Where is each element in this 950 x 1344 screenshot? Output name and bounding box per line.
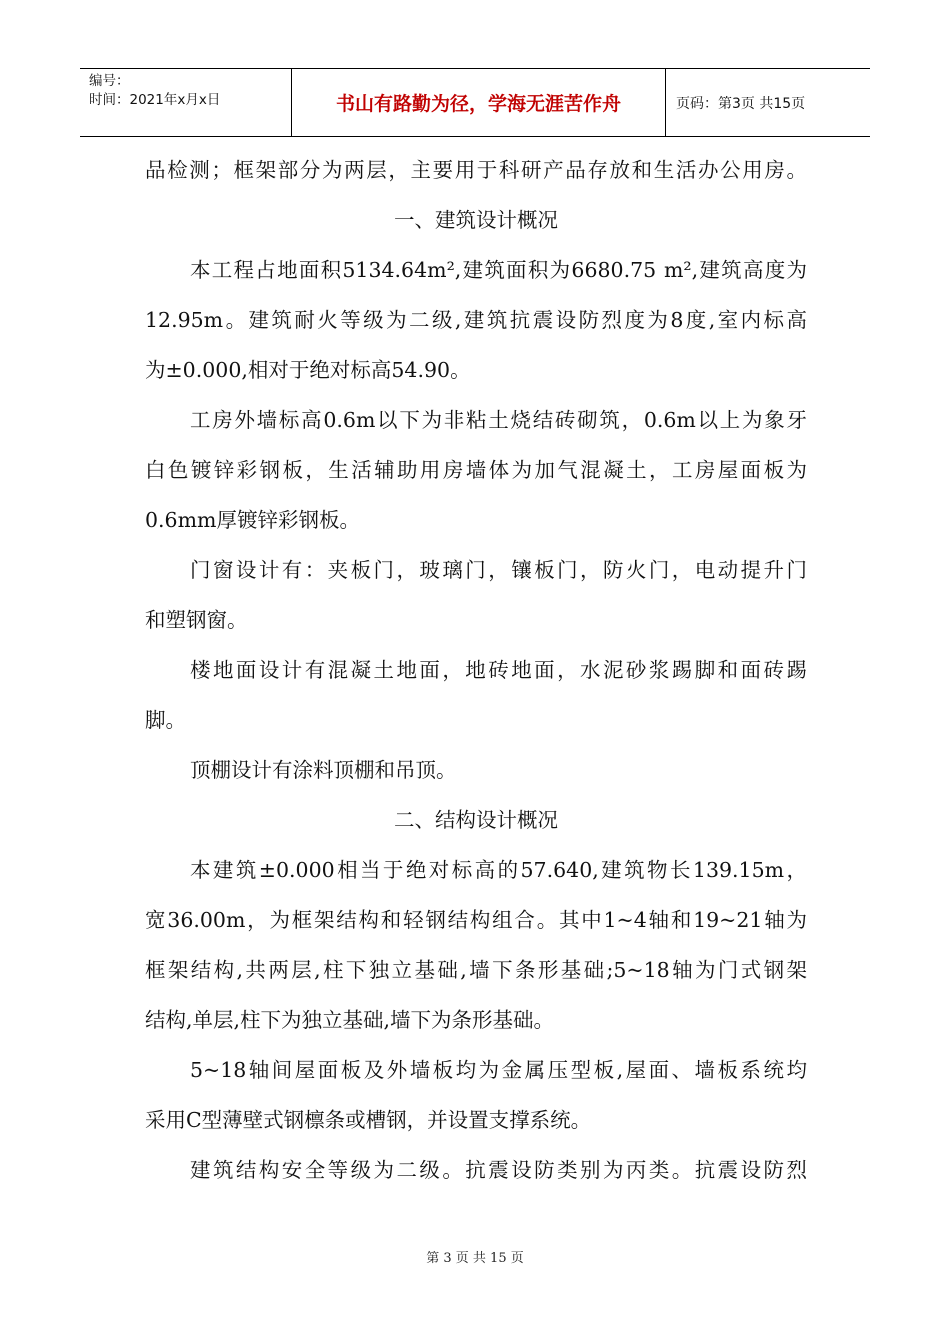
body-line: 工房外墙标高0.6m以下为非粘土烧结砖砌筑，0.6m以上为象牙: [190, 408, 807, 432]
section-heading: 一、建筑设计概况: [394, 208, 558, 232]
header-meta: [80, 69, 292, 136]
body-line: 0.6mm厚镀锌彩钢板。: [145, 508, 360, 532]
body-line: 本建筑±0.000相当于绝对标高的57.640,建筑物长139.15m，: [190, 858, 807, 882]
number-label: 编号：: [89, 73, 130, 89]
body-line: 建筑结构安全等级为二级。抗震设防类别为丙类。抗震设防烈: [190, 1158, 807, 1182]
body-line: 脚。: [145, 708, 186, 732]
body-line: 宽36.00m，为框架结构和轻钢结构组合。其中1~4轴和19~21轴为: [145, 908, 807, 932]
motto: 书山有路勤为径，学海无涯苦作舟: [292, 69, 666, 136]
section-heading: 二、结构设计概况: [394, 808, 558, 832]
page-info: 页码：第3页 共15页: [676, 95, 806, 112]
body-line: 和塑钢窗。: [145, 608, 248, 632]
page-footer: 第 3 页 共 15 页: [426, 1251, 524, 1266]
time-label: 时间：2021年x月x日: [89, 92, 221, 108]
body-line: 品检测；框架部分为两层，主要用于科研产品存放和生活办公用房。: [145, 158, 807, 182]
header-table: [80, 68, 870, 137]
body-line: 本工程占地面积5134.64m²,建筑面积为6680.75 m²,建筑高度为: [190, 258, 807, 282]
body-line: 门窗设计有：夹板门，玻璃门，镶板门，防火门，电动提升门: [190, 558, 807, 582]
body-line: 采用C型薄壁式钢檩条或槽钢，并设置支撑系统。: [145, 1108, 592, 1132]
body-line: 结构,单层,柱下为独立基础,墙下为条形基础。: [145, 1008, 555, 1032]
body-line: 顶棚设计有涂料顶棚和吊顶。: [190, 758, 457, 782]
body-line: 白色镀锌彩钢板，生活辅助用房墙体为加气混凝土，工房屋面板为: [145, 458, 807, 482]
body-line: 框架结构,共两层,柱下独立基础,墙下条形基础;5~18轴为门式钢架: [145, 958, 807, 982]
body-line: 楼地面设计有混凝土地面，地砖地面，水泥砂浆踢脚和面砖踢: [190, 658, 807, 682]
body-line: 12.95m。建筑耐火等级为二级,建筑抗震设防烈度为8度,室内标高: [145, 308, 807, 332]
body-line: 为±0.000,相对于绝对标高54.90。: [145, 358, 471, 382]
body-line: 5~18轴间屋面板及外墙板均为金属压型板,屋面、墙板系统均: [190, 1058, 807, 1082]
